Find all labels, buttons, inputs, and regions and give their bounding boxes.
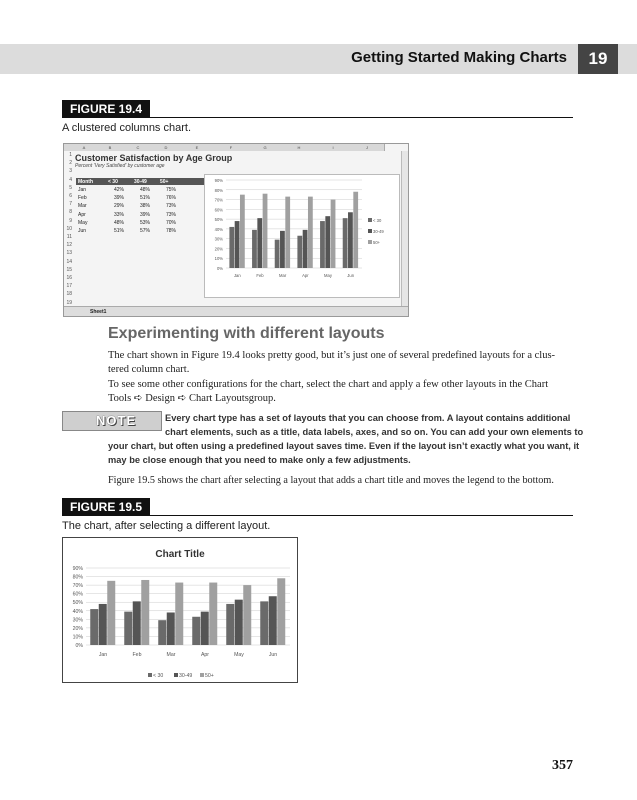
column-header[interactable]: H [282, 144, 317, 151]
note-line-3: your chart, but often using a predefined layout saves time. Even if the layout isn’t exactly what you want, it [108, 441, 580, 451]
figure-caption-2: The chart, after selecting a different layout. [62, 520, 271, 532]
x-tick-label: Feb [132, 652, 142, 658]
bar [209, 583, 217, 645]
figure-rule-2 [62, 515, 573, 516]
paragraph-1-line-2: tered column chart. [108, 364, 190, 375]
table-cell[interactable]: 51% [114, 228, 125, 234]
note-line-2: chart elements, such as a title, data labels, axes, and so on. You can add your own elements to [165, 427, 584, 437]
legend-label: 30-49 [179, 673, 193, 679]
column-header[interactable]: F [214, 144, 249, 151]
section-heading: Experimenting with different layouts [108, 325, 385, 342]
row-header[interactable]: 10 [66, 225, 72, 232]
y-tick-label: 60% [214, 207, 223, 213]
bar [167, 612, 175, 645]
table-cell[interactable]: 42% [114, 187, 125, 193]
legend-swatch [148, 673, 152, 677]
x-tick-label: Jan [98, 652, 108, 658]
bar [269, 596, 277, 645]
x-tick-label: Apr [302, 273, 309, 278]
bar [280, 231, 285, 268]
figure-label-2: FIGURE 19.5 [62, 498, 150, 516]
bar [275, 240, 280, 268]
legend-label: 50+ [373, 240, 381, 245]
table-cell[interactable]: 29% [114, 203, 125, 210]
bar [158, 620, 166, 645]
y-tick-label: 10% [72, 634, 83, 641]
x-tick-label: May [234, 652, 244, 658]
legend-swatch [200, 673, 204, 677]
row-header[interactable]: 3 [69, 168, 72, 175]
paragraph-3: Figure 19.5 shows the chart after selecting a layout that adds a chart title and moves the legend to the bottom. [108, 475, 554, 486]
y-tick-label: 30% [214, 236, 223, 242]
column-header[interactable]: G [248, 144, 283, 151]
y-tick-label: 90% [72, 566, 83, 572]
table-cell[interactable]: 33% [114, 211, 125, 218]
column-header[interactable]: C [124, 144, 153, 151]
y-tick-label: 60% [72, 591, 83, 598]
table-cell[interactable]: 38% [140, 203, 151, 210]
row-header[interactable]: 6 [69, 193, 72, 199]
figure-caption: A clustered columns chart. [62, 122, 192, 134]
table-cell[interactable]: 39% [114, 195, 125, 202]
paragraph-2-line-2: Tools ➪ Design ➪ Chart Layoutsgroup. [108, 393, 276, 404]
table-cell[interactable]: Mar [78, 203, 87, 210]
x-tick-label: Mar [166, 652, 176, 658]
bar [277, 578, 285, 645]
sheet-tab[interactable]: Sheet1 [90, 309, 107, 315]
legend-swatch [174, 673, 178, 677]
column-header[interactable]: A [72, 144, 97, 151]
bar [141, 580, 149, 645]
bar [226, 604, 234, 645]
row-header[interactable]: 14 [66, 258, 72, 265]
row-header[interactable]: 17 [66, 283, 72, 290]
row-header[interactable]: 13 [66, 250, 72, 257]
y-tick-label: 70% [72, 583, 83, 590]
table-cell[interactable]: 48% [140, 187, 151, 193]
table-header-cell[interactable]: < 30 [108, 179, 118, 185]
row-header[interactable]: 12 [66, 242, 72, 249]
table-cell[interactable]: 70% [166, 219, 177, 226]
table-cell[interactable]: 57% [140, 228, 151, 234]
row-header[interactable]: 4 [69, 176, 72, 183]
y-tick-label: 0% [75, 643, 83, 649]
table-header-cell[interactable]: Month [78, 179, 93, 185]
bar [240, 195, 245, 268]
bar [297, 236, 302, 268]
bar [348, 212, 353, 268]
table-cell[interactable]: 76% [166, 195, 177, 202]
bar [303, 230, 308, 268]
table-cell[interactable]: 75% [166, 187, 177, 193]
column-header[interactable]: J [350, 144, 385, 151]
bar [192, 617, 200, 645]
bar [201, 612, 209, 645]
y-tick-label: 50% [214, 217, 223, 223]
row-header[interactable]: 2 [69, 160, 72, 167]
legend-label: 30-49 [373, 229, 384, 234]
legend-swatch [368, 229, 372, 233]
y-tick-label: 20% [214, 246, 223, 252]
legend-label: < 30 [373, 218, 382, 223]
table-cell[interactable]: 48% [114, 219, 125, 226]
table-cell[interactable]: 53% [140, 219, 151, 226]
legend-swatch [368, 218, 372, 222]
clustered-column-chart [204, 174, 400, 298]
bar [308, 197, 313, 268]
y-tick-label: 0% [216, 266, 223, 271]
row-header[interactable]: 16 [66, 275, 72, 281]
table-cell[interactable]: 73% [166, 211, 177, 218]
paragraph-2-line-1: To see some other configurations for the chart, select the chart and apply a few other layouts in the Chart [108, 379, 549, 390]
row-header[interactable]: 5 [69, 184, 72, 191]
bar [263, 194, 268, 268]
table-cell[interactable]: May [78, 219, 88, 226]
row-header[interactable]: 19 [66, 299, 72, 306]
bar [260, 601, 268, 645]
bar [235, 221, 240, 268]
y-tick-label: 40% [214, 226, 223, 232]
bar [235, 600, 243, 645]
bar [90, 609, 98, 645]
table-cell[interactable]: 51% [140, 195, 151, 202]
bar [252, 230, 257, 268]
y-tick-label: 80% [72, 574, 83, 581]
y-tick-label: 40% [72, 608, 83, 615]
bar [325, 216, 330, 268]
column-header[interactable]: D [152, 144, 181, 151]
bar [331, 200, 336, 268]
bar [107, 581, 115, 645]
chart-title: Chart Title [155, 549, 205, 560]
row-header[interactable]: 8 [69, 209, 72, 216]
table-cell[interactable]: Apr [78, 211, 86, 218]
legend-label: < 30 [153, 673, 164, 679]
y-tick-label: 70% [214, 197, 223, 203]
x-tick-label: Feb [256, 273, 264, 278]
bar [320, 221, 325, 268]
sheet-title: Customer Satisfaction by Age Group [75, 153, 233, 163]
note-line-1: Every chart type has a set of layouts that you can choose from. A layout contains additional [165, 413, 571, 423]
figure-rule [62, 117, 573, 118]
vertical-scrollbar [401, 151, 408, 307]
table-header-cell[interactable]: 30-49 [134, 179, 147, 185]
note-line-4: may be close enough that you need to make only a few adjustments. [108, 455, 411, 465]
table-cell[interactable]: 73% [166, 203, 177, 210]
figure-label: FIGURE 19.4 [62, 100, 150, 118]
y-tick-label: 90% [214, 178, 223, 183]
bar [257, 218, 262, 268]
row-header[interactable]: 9 [69, 217, 72, 224]
row-header[interactable]: 1 [69, 152, 72, 158]
page-number: 357 [552, 758, 573, 773]
table-cell[interactable]: Feb [78, 195, 87, 202]
spreadsheet-screenshot [63, 143, 409, 317]
bar [343, 218, 348, 268]
column-header[interactable]: E [180, 144, 215, 151]
bar [353, 192, 358, 268]
paragraph-1-line-1: The chart shown in Figure 19.4 looks pretty good, but it’s just one of several predefined layouts for a clus- [108, 350, 556, 361]
table-cell[interactable]: Jun [78, 228, 87, 234]
sheet-subtitle: Percent 'Very Satisfied' by customer age [75, 163, 165, 169]
chart-with-title [62, 537, 298, 683]
y-tick-label: 10% [214, 256, 223, 262]
row-header[interactable]: 11 [66, 234, 72, 240]
column-header[interactable]: I [316, 144, 351, 151]
bar [133, 601, 141, 645]
bar [124, 612, 132, 645]
row-header[interactable]: 7 [69, 201, 72, 208]
x-tick-label: Mar [279, 273, 287, 278]
chapter-number: 19 [578, 44, 618, 74]
legend-swatch [368, 240, 372, 244]
row-header[interactable]: 18 [66, 291, 72, 298]
bar [175, 583, 183, 645]
x-tick-label: Jun [347, 273, 355, 278]
note-label: NOTE [96, 413, 137, 428]
table-header-cell[interactable]: 50+ [160, 179, 169, 185]
bar [243, 585, 251, 645]
table-cell[interactable]: 39% [140, 211, 151, 218]
bar [285, 197, 290, 268]
x-tick-label: May [324, 273, 332, 278]
row-header[interactable]: 15 [66, 266, 72, 273]
y-tick-label: 20% [72, 625, 83, 632]
sheet-tab-bar [64, 306, 408, 316]
x-tick-label: Jan [233, 273, 241, 278]
running-title: Getting Started Making Charts [351, 49, 567, 66]
y-tick-label: 50% [72, 600, 83, 607]
table-cell[interactable]: 78% [166, 228, 177, 234]
column-header[interactable]: B [96, 144, 125, 151]
y-tick-label: 80% [214, 187, 223, 193]
bar [99, 604, 107, 645]
x-tick-label: Apr [200, 652, 210, 658]
bar [229, 227, 234, 268]
y-tick-label: 30% [72, 617, 83, 624]
table-cell[interactable]: Jan [78, 187, 87, 193]
legend-label: 50+ [205, 673, 214, 679]
x-tick-label: Jun [268, 652, 278, 658]
